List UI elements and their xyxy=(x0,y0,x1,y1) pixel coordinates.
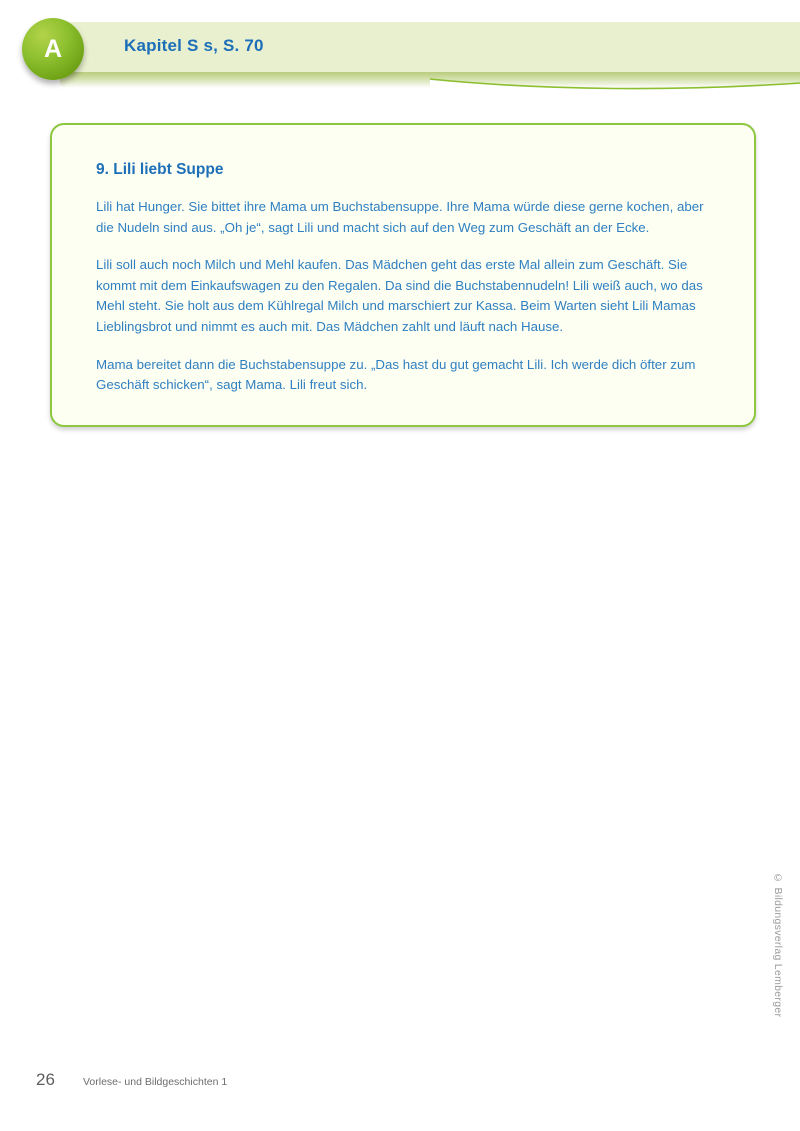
exercise-text xyxy=(96,197,716,396)
page-header xyxy=(0,0,800,110)
page-number: 26 xyxy=(36,1070,55,1089)
page-title: Kapitel S s, S. 70 xyxy=(124,36,264,55)
chapter-badge xyxy=(22,18,84,80)
copyright-notice: © Bildungsverlag Lemberger xyxy=(772,872,784,1018)
exercise-paragraph: Lili hat Hunger. Sie bittet ihre Mama um Buchstabensuppe. Ihre Mama würde diese gerne kochen, aber die Nudeln sind aus. „Oh je“, sagt Lili und macht sich auf den Weg zum Geschäft an der Ecke. xyxy=(96,199,704,235)
exercise-paragraph: Lili soll auch noch Milch und Mehl kaufen. Das Mädchen geht das erste Mal allein zum Geschäft. Sie kommt mit dem Einkaufswagen zu den Regalen. Da sind die Buchstabennudeln! Lili weiß auch, wo das Mehl steht. Sie holt aus dem Kühlregal Milch und marschiert zur Kassa. Beim Warten sieht Lili Mamas Lieblingsbrot und nimmt es auch mit. Das Mädchen zahlt und läuft nach Hause. xyxy=(96,257,703,335)
page-footer xyxy=(0,1070,800,1100)
header-band-curve xyxy=(430,78,800,92)
exercise-paragraph: Mama bereitet dann die Buchstabensuppe zu. „Das hast du gut gemacht Lili. Ich werde dich öfter zum Geschäft schicken“, sagt Mama. Lili freut sich. xyxy=(96,356,696,393)
exercise-card xyxy=(50,123,756,427)
chapter-badge-letter: A xyxy=(43,34,63,63)
exercise-title: 9. Lili liebt Suppe xyxy=(96,161,224,178)
series-label: Vorlese- und Bildgeschichten 1 xyxy=(83,1076,228,1088)
